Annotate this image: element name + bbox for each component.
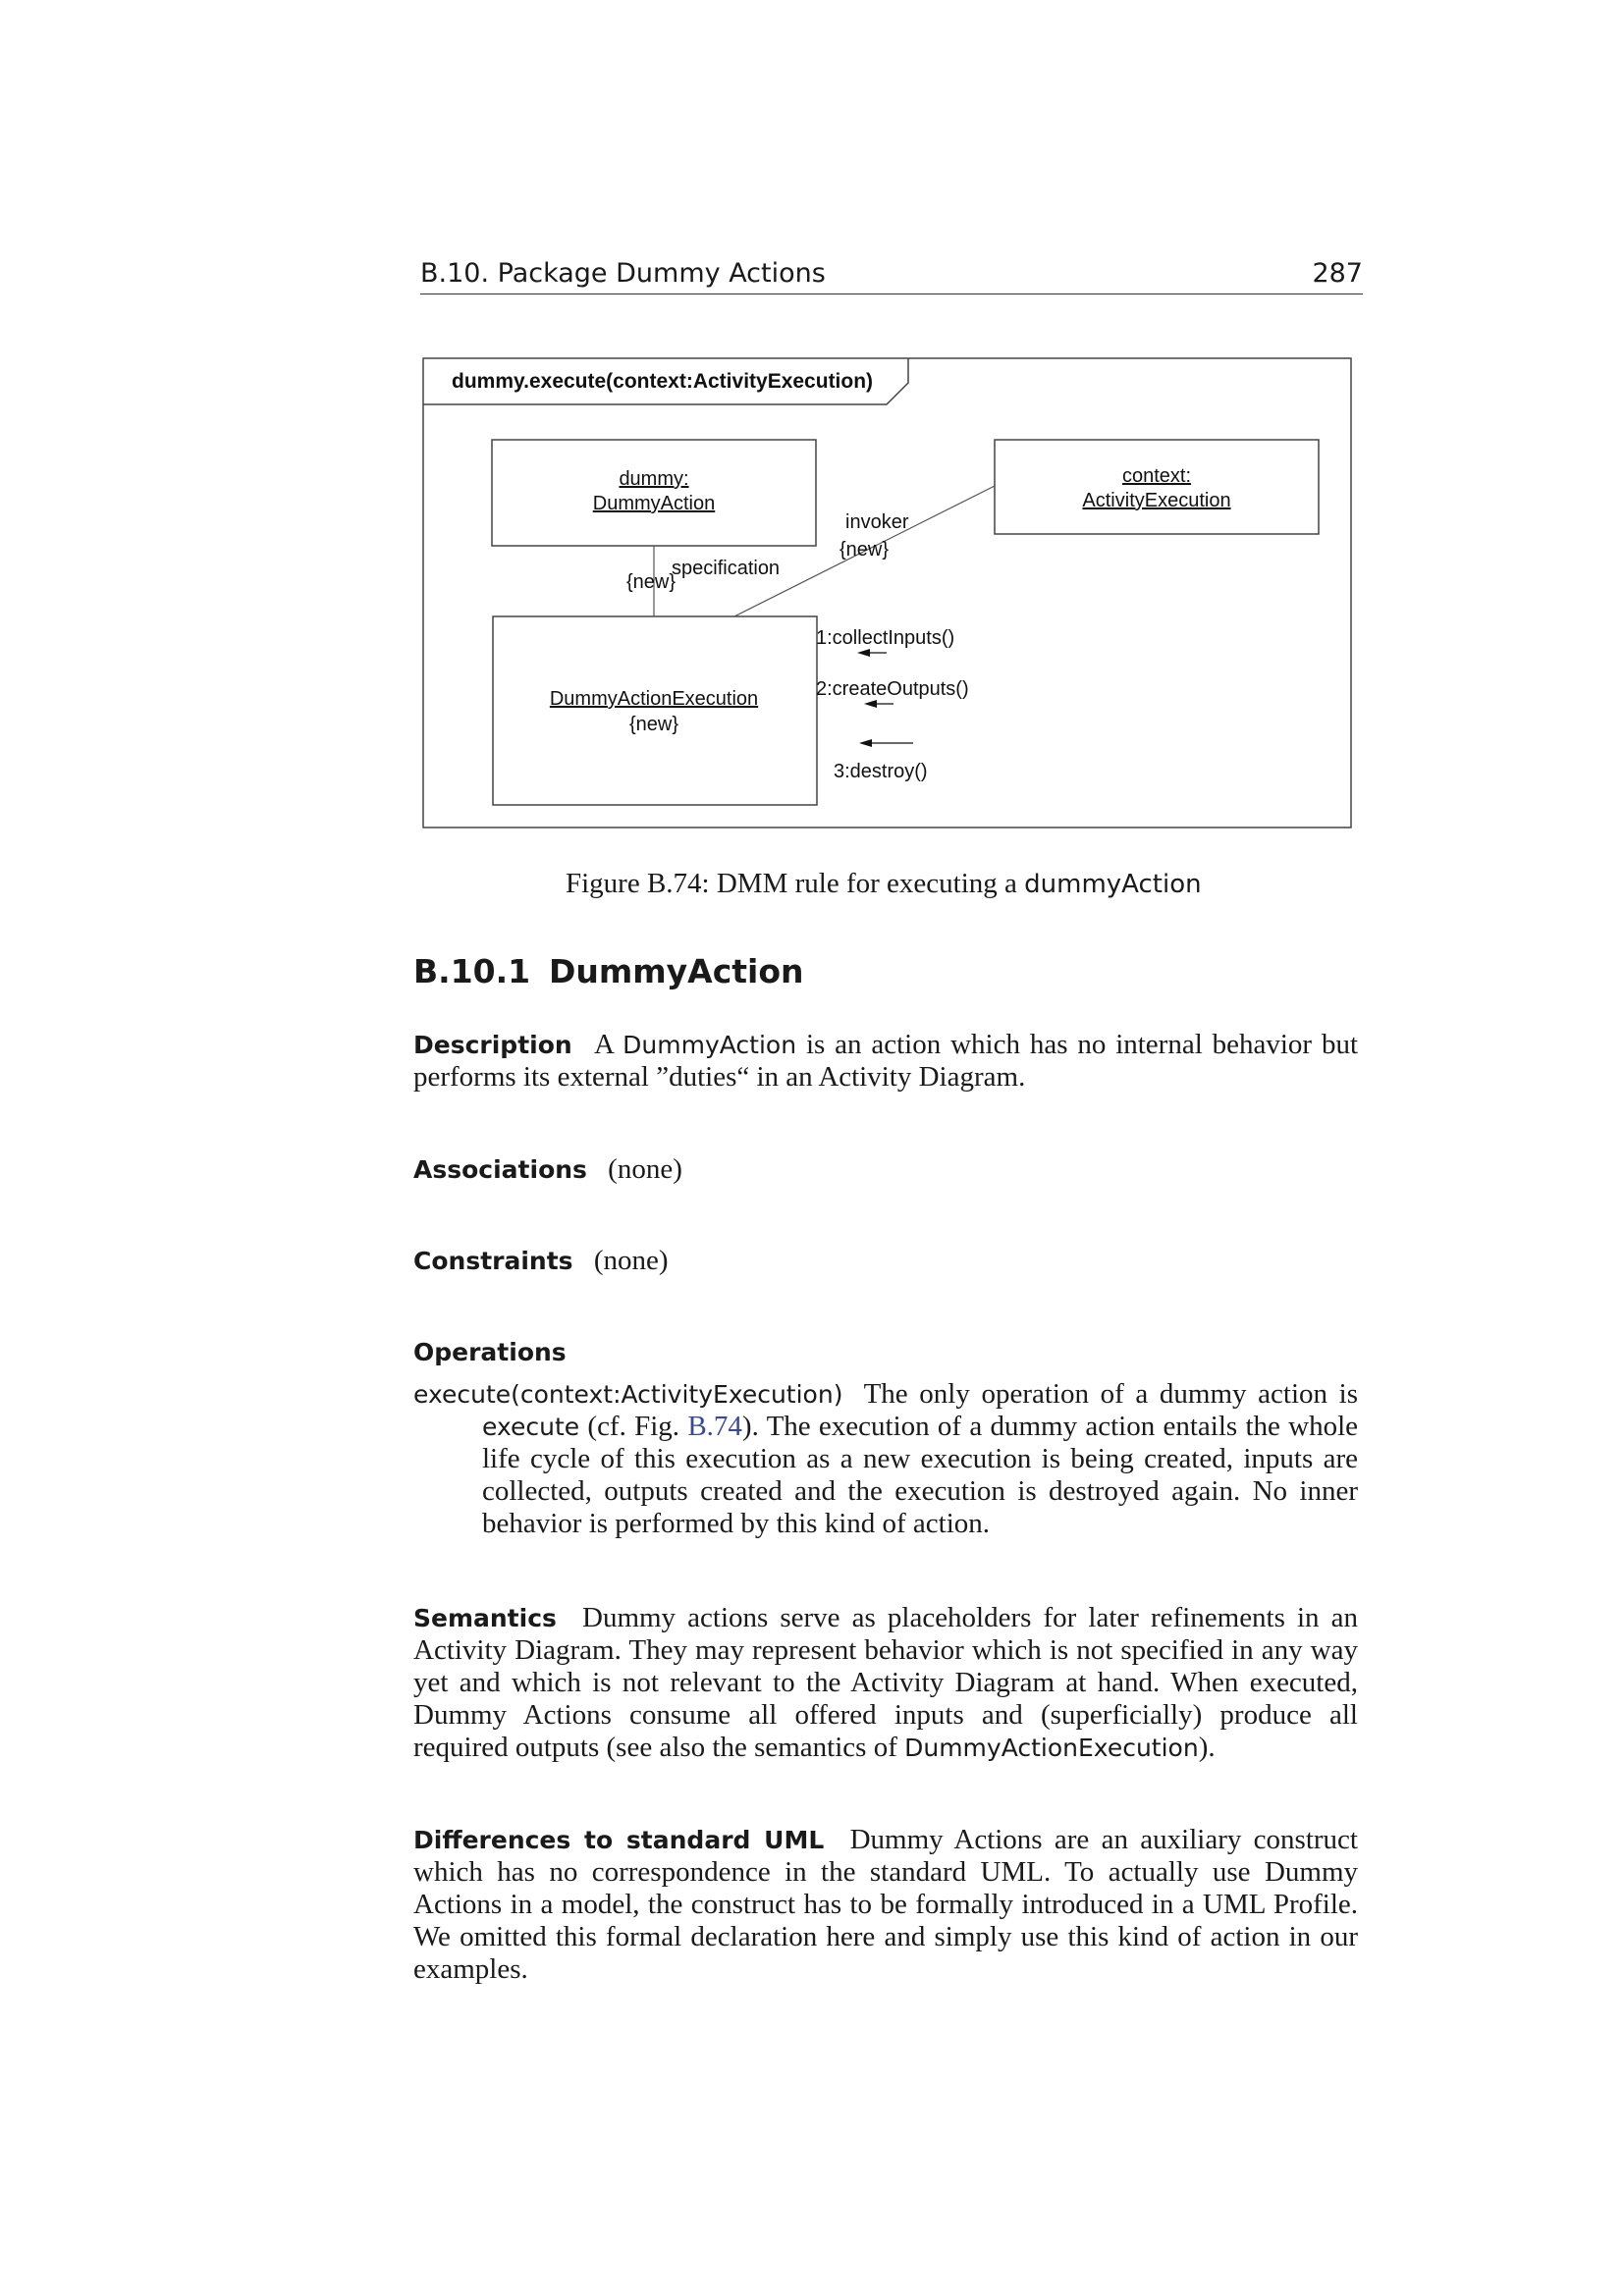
description-heading: Description [413, 1031, 572, 1059]
message-arrowhead-1 [857, 649, 870, 657]
running-header [420, 254, 1363, 294]
semantics-heading: Semantics [413, 1604, 557, 1632]
description-text-b: is an action which has no internal behavior but performs its external ”duties“ in an Activity Diagram. [413, 1029, 1358, 1093]
message-destroy: 3:destroy() [834, 761, 928, 782]
semantics-code: DummyActionExecution [904, 1734, 1199, 1762]
constraints-text: (none) [593, 1245, 669, 1276]
invoker-new-label: {new} [839, 539, 890, 561]
operations-heading: Operations [413, 1338, 567, 1366]
page-number: 287 [1312, 258, 1363, 289]
context-line2: ActivityExecution [1082, 490, 1231, 511]
collaboration-diagram [420, 353, 1363, 834]
section-title: DummyAction [549, 952, 804, 990]
section-number: B.10.1 [413, 952, 531, 990]
execution-line1: DummyActionExecution [549, 688, 759, 710]
semantics-text-b: ). [1198, 1732, 1216, 1763]
frame-title: dummy.execute(context:ActivityExecution) [452, 370, 874, 393]
associations-paragraph [413, 1153, 1358, 1186]
operation-text-c: ). The execution of a dummy action entails the whole life cycle of this execution as a new execution is being created, inputs are collected, outputs created and the execution is destroyed again. No inner behavior is performed by this kind of action. [482, 1411, 1359, 1539]
execution-line2: {new} [628, 714, 679, 735]
operations-heading-line [413, 1336, 1358, 1368]
associations-text: (none) [608, 1153, 682, 1185]
associations-heading: Associations [413, 1155, 587, 1184]
differences-heading: Differences to standard UML [413, 1826, 825, 1854]
description-text-a: A [593, 1029, 614, 1060]
context-line1: context: [1121, 465, 1192, 487]
dummy-action-line1: dummy: [619, 468, 689, 490]
figure-caption [566, 868, 1202, 900]
section-heading [413, 952, 804, 990]
semantics-text-a: Dummy actions serve as placeholders for later refinements in an Activity Diagram. They may represent behavior which is not specified in any way yet and which is not relevant to the Activity Diagram at hand. When executed, Dummy Actions consume all offered inputs and (superficially) produce all required outputs (see also the semantics of [413, 1602, 1359, 1763]
message-arrowhead-3 [859, 739, 872, 747]
operation-code: execute [482, 1413, 580, 1441]
differences-text: Dummy Actions are an auxiliary construct which has no correspondence in the standard UML. To actually use Dummy Actions in a model, the construct has to be formally introduced in a UML Profile. We omitted this formal declaration here and simply use this kind of action in our examples. [413, 1824, 1358, 1985]
context-box [995, 440, 1319, 534]
header-section-title: B.10. Package Dummy Actions [420, 258, 826, 289]
description-code: DummyAction [623, 1031, 797, 1059]
differences-paragraph [413, 1824, 1358, 1986]
caption-text: Figure B.74: DMM rule for executing a [566, 868, 1017, 899]
operation-text-a: The only operation of a dummy action is [863, 1378, 1358, 1410]
description-paragraph [413, 1029, 1358, 1094]
dummy-action-line2: DummyAction [592, 493, 716, 514]
operation-execute [413, 1378, 1358, 1540]
message-create-outputs: 2:createOutputs() [816, 678, 969, 700]
specification-new-label: {new} [626, 571, 677, 593]
operation-text-b: (cf. Fig. [587, 1411, 680, 1442]
invoker-label: invoker [845, 511, 909, 533]
diagram-frame [423, 358, 1351, 828]
execution-box [493, 616, 817, 805]
message-collect-inputs: 1:collectInputs() [816, 627, 955, 649]
message-arrowhead-2 [864, 700, 877, 708]
caption-code: dummyAction [1024, 870, 1202, 899]
constraints-heading: Constraints [413, 1247, 573, 1275]
specification-label: specification [672, 558, 781, 579]
operation-signature: execute(context:ActivityExecution) [413, 1380, 843, 1409]
figure-reference-link[interactable]: B.74 [687, 1411, 742, 1442]
constraints-paragraph [413, 1245, 1358, 1277]
semantics-paragraph [413, 1602, 1358, 1764]
